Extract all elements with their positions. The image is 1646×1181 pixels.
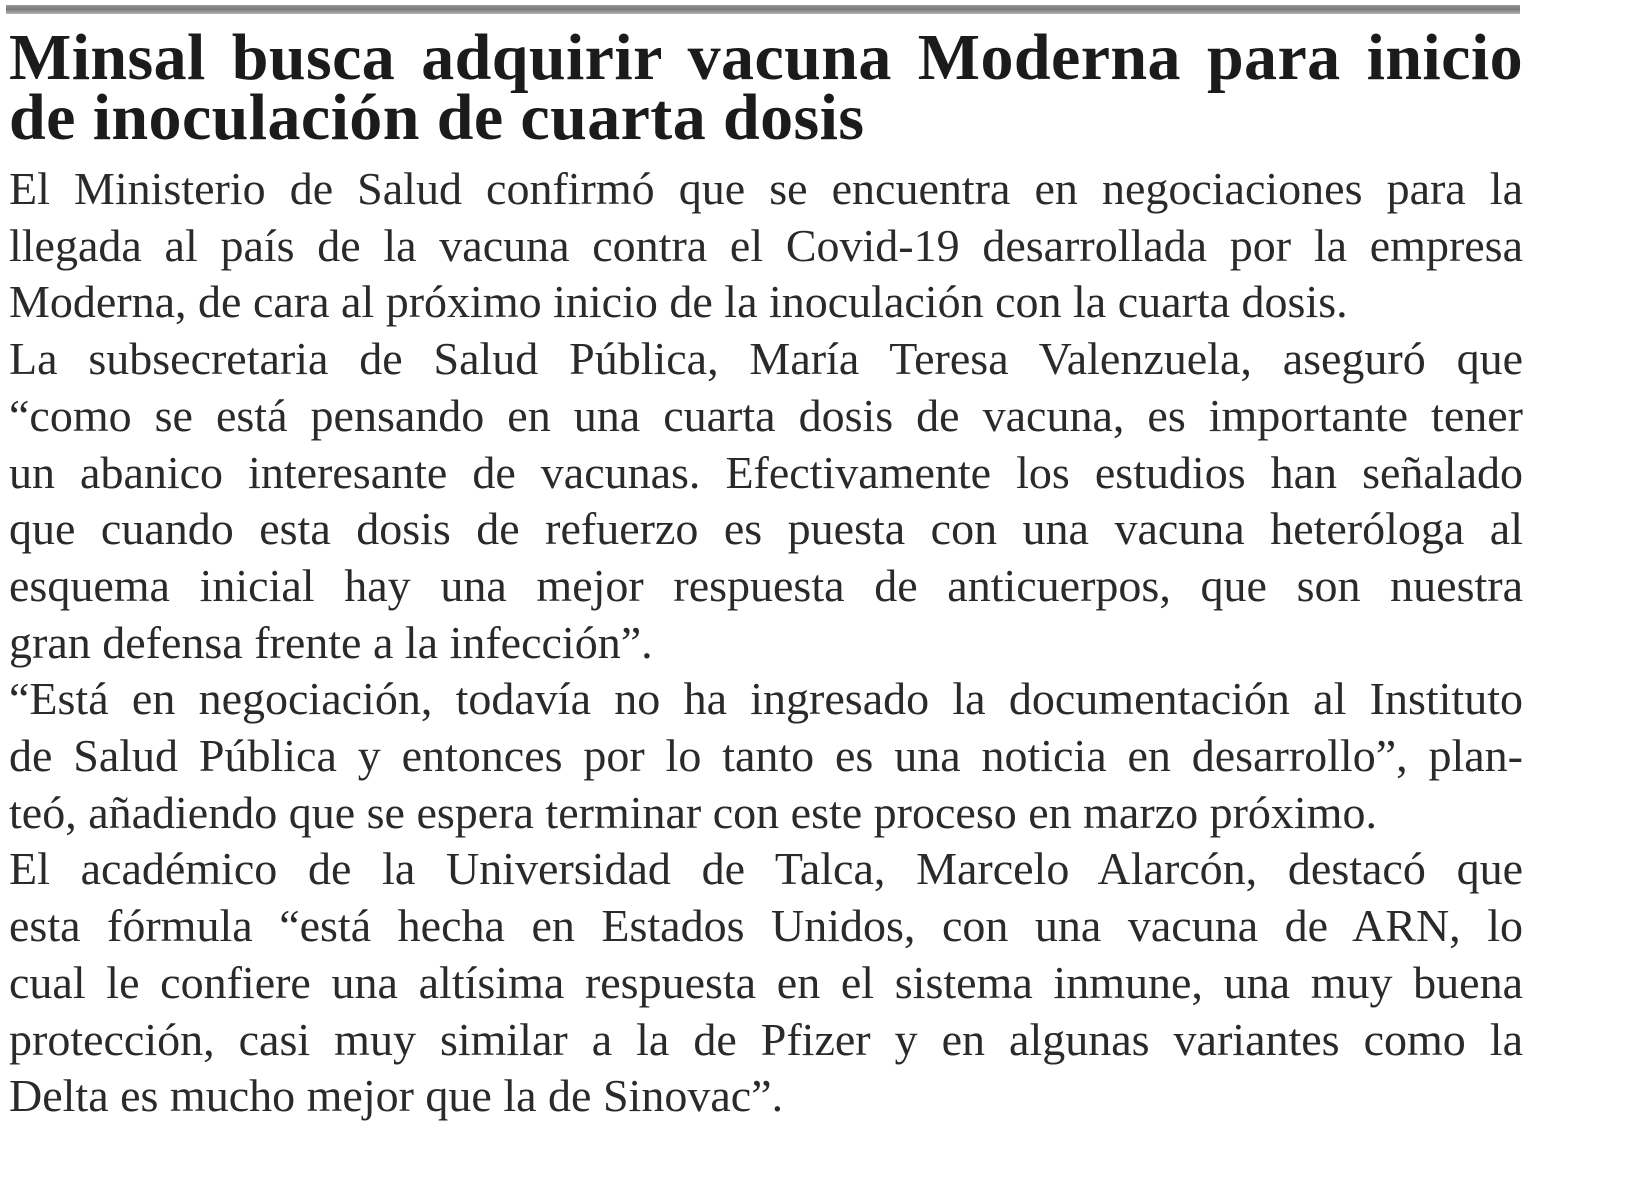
text-line: que cuando esta dosis de refuerzo es puesta con una vacuna heteróloga al [9,503,1523,555]
text-line: “Está en negociación, todavía no ha ingresado la documentación al Instituto [9,673,1523,725]
text-line: El académico de la Universidad de Talca, Marcelo Alarcón, destacó que [9,843,1523,895]
article-body [9,161,1523,1125]
text-line: La subsecretaria de Salud Pública, María Teresa Valenzuela, aseguró que [9,333,1523,385]
text-line: protección, casi muy similar a la de Pfizer y en algunas variantes como la [9,1013,1523,1065]
text-line: llegada al país de la vacuna contra el Covid-19 desarrollada por la empresa [9,219,1523,271]
article-paragraph-3 [9,671,1523,841]
text-line: Delta es mucho mejor que la de Sinovac”. [9,1070,784,1122]
text-line: de Salud Pública y entonces por lo tanto es una noticia en desarrollo”, plan- [9,730,1523,782]
article-paragraph-4 [9,841,1523,1125]
text-line: El Ministerio de Salud confirmó que se encuentra en negociaciones para la [9,163,1523,214]
text-line: “como se está pensando en una cuarta dosis de vacuna, es importante tener [9,389,1523,441]
text-line: Moderna, de cara al próximo inicio de la inoculación con la cuarta dosis. [9,276,1348,328]
article-paragraph-2 [9,331,1523,671]
article-headline: Minsal busca adquirir vacuna Moderna para inicio de inoculación de cuarta dosis [9,21,1523,154]
text-line: esta fórmula “está hecha en Estados Unidos, con una vacuna de ARN, lo [9,900,1523,952]
text-line: cual le confiere una altísima respuesta en el sistema inmune, una muy buena [9,956,1523,1008]
text-line: esquema inicial hay una mejor respuesta de anticuerpos, que son nuestra [9,559,1523,611]
text-line: teó, añadiendo que se espera terminar con este proceso en marzo próximo. [9,786,1377,838]
article-paragraph-1 [9,161,1523,331]
text-line: gran defensa frente a la infección”. [9,616,653,668]
top-divider-rule [6,5,1520,14]
text-line: un abanico interesante de vacunas. Efectivamente los estudios han señalado [9,446,1523,498]
